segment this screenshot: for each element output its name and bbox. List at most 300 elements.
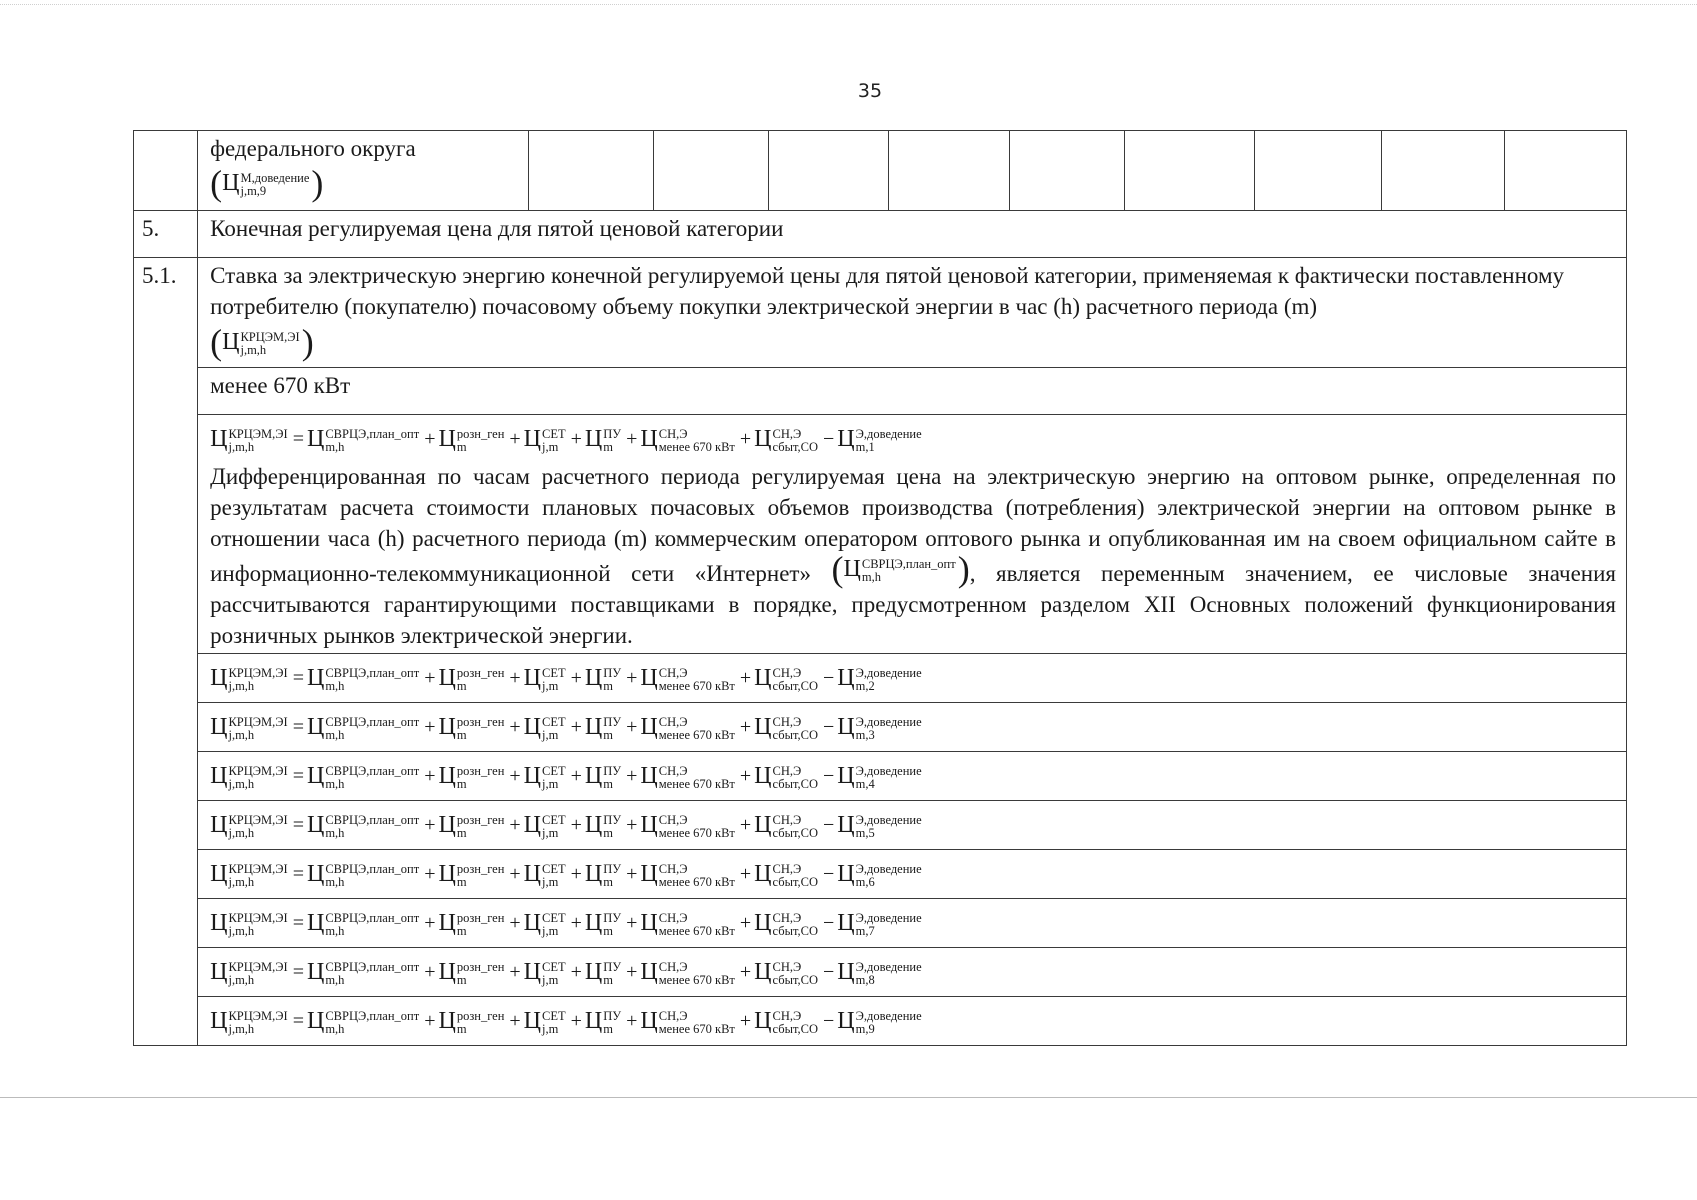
symbol-sup: СВРЦЭ,план_опт xyxy=(325,665,420,680)
symbol-sub: j,m,h xyxy=(228,923,255,938)
table-row-formula xyxy=(134,752,1627,801)
symbol-sub: j,m,h xyxy=(228,678,255,693)
symbol-sup: розн_ген xyxy=(456,959,505,974)
table-row-formula xyxy=(134,703,1627,752)
symbol-base: Ц xyxy=(754,714,772,740)
table-row-formula xyxy=(134,899,1627,948)
symbol-sup: СН,Э xyxy=(658,910,688,925)
formula-term xyxy=(640,852,734,896)
symbol-sup: М,доведение xyxy=(240,170,310,185)
equals-sign: = xyxy=(292,765,304,787)
symbol-base: Ц xyxy=(640,910,658,936)
symbol-sub: менее 670 кВт xyxy=(658,1021,735,1036)
symbol-base: Ц xyxy=(438,426,456,452)
symbol-sup: СЕТ xyxy=(542,763,566,778)
formula-term xyxy=(640,901,734,945)
symbol-sup: СН,Э xyxy=(772,910,802,925)
symbol-sup: КРЦЭМ,ЭI xyxy=(240,329,300,344)
formula-lhs xyxy=(210,901,288,945)
formula-lhs xyxy=(210,417,288,461)
symbol-base: Ц xyxy=(584,763,603,789)
equals-sign: = xyxy=(292,961,304,983)
minus-sign: − xyxy=(823,863,835,885)
symbol-sub: m,h xyxy=(325,972,345,987)
empty-cell xyxy=(769,131,889,211)
plus-sign: + xyxy=(424,1010,436,1032)
symbol-sub: менее 670 кВт xyxy=(658,923,735,938)
symbol-base: Ц xyxy=(640,959,658,985)
minus-sign: − xyxy=(823,1010,835,1032)
symbol-sup: Э,доведение xyxy=(855,763,922,778)
formula-term xyxy=(307,656,419,700)
row-description xyxy=(198,258,1627,368)
symbol-base: Ц xyxy=(523,959,542,985)
empty-cell xyxy=(1382,131,1504,211)
minus-sign: − xyxy=(823,814,835,836)
symbol-base: Ц xyxy=(438,1008,456,1034)
symbol-base: Ц xyxy=(754,959,772,985)
scan-edge xyxy=(0,4,1697,6)
paren-open: ( xyxy=(210,163,223,203)
symbol-sup: розн_ген xyxy=(456,861,505,876)
formula-term xyxy=(640,417,734,461)
symbol-sup: КРЦЭМ,ЭI xyxy=(228,763,288,778)
symbol-base: Ц xyxy=(640,426,658,452)
symbol-sub: m,9 xyxy=(855,1021,875,1036)
formula-term xyxy=(524,705,566,749)
plus-sign: + xyxy=(739,1010,752,1032)
formula-term xyxy=(585,705,621,749)
symbol-base: Ц xyxy=(837,426,855,452)
formula-term xyxy=(524,999,566,1043)
symbol-sub: m,h xyxy=(325,727,345,742)
symbol-sub: менее 670 кВт xyxy=(658,727,735,742)
plus-sign: + xyxy=(626,1010,638,1032)
symbol-sup: Э,доведение xyxy=(855,861,922,876)
minus-sign: − xyxy=(823,716,835,738)
formula-3 xyxy=(210,705,1616,749)
symbol-sup: СВРЦЭ,план_опт xyxy=(325,1008,420,1023)
symbol-base: Ц xyxy=(584,959,603,985)
symbol-base: Ц xyxy=(640,763,658,789)
formula-term xyxy=(438,803,504,847)
symbol-base: Ц xyxy=(306,714,325,740)
symbol-sup: КРЦЭМ,ЭI xyxy=(228,426,288,441)
formula-lhs xyxy=(210,950,288,994)
formula-term xyxy=(585,803,621,847)
empty-cell xyxy=(1009,131,1124,211)
plus-sign: + xyxy=(570,814,582,836)
formula-term xyxy=(307,852,419,896)
formula-term xyxy=(307,950,419,994)
symbol-sub: m,h xyxy=(325,1021,345,1036)
symbol-sub: m xyxy=(456,825,467,840)
plus-sign: + xyxy=(509,863,521,885)
formula-7 xyxy=(210,901,1616,945)
symbol-base: Ц xyxy=(210,1008,228,1034)
plus-sign: + xyxy=(570,863,582,885)
symbol-sup: КРЦЭМ,ЭI xyxy=(228,1008,288,1023)
symbol-sup: КРЦЭМ,ЭI xyxy=(228,959,288,974)
plus-sign: + xyxy=(570,912,582,934)
symbol-base: Ц xyxy=(754,426,772,452)
symbol-base: Ц xyxy=(584,861,603,887)
formula-term xyxy=(837,950,921,994)
symbol-sub: m,8 xyxy=(855,972,875,987)
symbol-base: Ц xyxy=(584,1008,603,1034)
symbol-sup: СН,Э xyxy=(658,812,688,827)
minus-sign: − xyxy=(823,667,835,689)
symbol-sub: m,h xyxy=(325,874,345,889)
plus-sign: + xyxy=(424,961,436,983)
plus-sign: + xyxy=(626,667,638,689)
plus-sign: + xyxy=(570,667,582,689)
plus-sign: + xyxy=(739,667,752,689)
formula-term xyxy=(307,999,419,1043)
formula-term xyxy=(524,754,566,798)
plus-sign: + xyxy=(626,814,638,836)
symbol-sup: ПУ xyxy=(603,910,622,925)
symbol-sup: розн_ген xyxy=(456,1008,505,1023)
paragraph-part-2: , является переменным значением, ее числовые значения рассчитываются гарантирующими поставщиками в порядке, предусмотренном разделом XII Основных положений функционирования розничных рынков электрической энергии. xyxy=(210,561,1617,648)
symbol-sub: m xyxy=(603,439,613,454)
formula-term xyxy=(754,803,818,847)
formula-term xyxy=(585,417,621,461)
formula-term xyxy=(837,754,921,798)
formula-term xyxy=(307,417,419,461)
paragraph-part-1: Дифференцированная по часам расчетного периода регулируемая цена на электрическую энергию на оптовом рынке, определенная по результатам расчета стоимости плановых почасовых объемов производства (потребления) электрической энергии на оптовом рынке в отношении часа (h) расчетного периода (m) коммерческим оператором оптового рынка и опубликованная им на своем официальном сайте в информационно-телекоммуникационной сети «Интернет» xyxy=(210,464,1616,586)
symbol-sup: ПУ xyxy=(603,426,622,441)
equals-sign: = xyxy=(292,912,304,934)
symbol-sub: j,m,h xyxy=(240,342,267,357)
plus-sign: + xyxy=(626,716,638,738)
symbol-base: Ц xyxy=(837,665,855,691)
symbol-base: Ц xyxy=(306,910,325,936)
symbol-sub: m xyxy=(603,825,613,840)
symbol-base: Ц xyxy=(843,556,861,582)
plus-sign: + xyxy=(739,428,752,450)
empty-cell xyxy=(528,131,653,211)
formula-term xyxy=(438,754,504,798)
equals-sign: = xyxy=(292,1010,304,1032)
formula-paragraph-cell xyxy=(198,415,1627,654)
paren-open: ( xyxy=(210,322,223,362)
symbol-sup: КРЦЭМ,ЭI xyxy=(228,714,288,729)
symbol-sup: СЕТ xyxy=(542,910,566,925)
symbol-sup: СН,Э xyxy=(658,763,688,778)
symbol-base: Ц xyxy=(438,763,456,789)
symbol-sup: СН,Э xyxy=(772,763,802,778)
symbol-sub: m xyxy=(456,923,467,938)
row-description-text: Ставка за электрическую энергию конечной регулируемой цены для пятой ценовой категории, применяемая к фактически поставленному потребителю (покупателю) почасовому объему покупки электрической энергии в час (h) расчетного периода (m) xyxy=(210,263,1565,319)
formula-term xyxy=(837,656,921,700)
symbol-base: Ц xyxy=(210,763,228,789)
symbol-krcem xyxy=(222,326,300,358)
symbol-base: Ц xyxy=(210,714,228,740)
symbol-sup: СЕТ xyxy=(542,1008,566,1023)
symbol-sup: СН,Э xyxy=(772,714,802,729)
symbol-base: Ц xyxy=(438,665,456,691)
symbol-sub: j,m,h xyxy=(228,439,255,454)
symbol-sup: СВРЦЭ,план_опт xyxy=(325,861,420,876)
paren-open: ( xyxy=(831,549,844,589)
formula-term xyxy=(837,901,921,945)
row-label-cell xyxy=(198,131,529,211)
symbol-group xyxy=(210,322,1616,362)
formula-term xyxy=(640,803,734,847)
formula-term xyxy=(438,852,504,896)
row-number: 5.1. xyxy=(134,258,198,1046)
symbol-base: Ц xyxy=(523,665,542,691)
symbol-base: Ц xyxy=(584,812,603,838)
formula-lhs xyxy=(210,852,288,896)
symbol-sub: m,2 xyxy=(855,678,875,693)
symbol-sub: j,m,h xyxy=(228,972,255,987)
symbol-sub: сбыт,СО xyxy=(772,1021,818,1036)
formula-term xyxy=(837,803,921,847)
table-row-formula xyxy=(134,801,1627,850)
plus-sign: + xyxy=(570,961,582,983)
formula-term xyxy=(307,803,419,847)
symbol-base: Ц xyxy=(523,426,542,452)
symbol-sub: m xyxy=(456,776,467,791)
formula-term xyxy=(585,754,621,798)
equals-sign: = xyxy=(292,428,304,450)
formula-1 xyxy=(210,417,1616,461)
symbol-sup: ПУ xyxy=(603,714,622,729)
symbol-sup: КРЦЭМ,ЭI xyxy=(228,861,288,876)
symbol-sup: СН,Э xyxy=(658,861,688,876)
plus-sign: + xyxy=(570,765,582,787)
symbol-base: Ц xyxy=(523,1008,542,1034)
formula-6 xyxy=(210,852,1616,896)
symbol-base: Ц xyxy=(438,910,456,936)
symbol-base: Ц xyxy=(640,714,658,740)
symbol-sup: Э,доведение xyxy=(855,714,922,729)
plus-sign: + xyxy=(739,912,752,934)
symbol-base: Ц xyxy=(837,714,855,740)
formula-term xyxy=(640,754,734,798)
symbol-sup: розн_ген xyxy=(456,812,505,827)
symbol-sup: ПУ xyxy=(603,959,622,974)
plus-sign: + xyxy=(509,716,521,738)
symbol-sub: j,m,h xyxy=(228,825,255,840)
symbol-base: Ц xyxy=(640,861,658,887)
symbol-base: Ц xyxy=(584,426,603,452)
formula-term xyxy=(524,656,566,700)
symbol-sup: СЕТ xyxy=(542,714,566,729)
symbol-base: Ц xyxy=(306,426,325,452)
formula-term xyxy=(640,705,734,749)
plus-sign: + xyxy=(424,765,436,787)
formula-lhs xyxy=(210,656,288,700)
symbol-sup: Э,доведение xyxy=(855,910,922,925)
symbol-base: Ц xyxy=(523,812,542,838)
symbol-base: Ц xyxy=(837,861,855,887)
symbol-sup: ПУ xyxy=(603,665,622,680)
symbol-base: Ц xyxy=(754,665,772,691)
symbol-sub: j,m xyxy=(542,776,559,791)
symbol-sup: розн_ген xyxy=(456,426,505,441)
paren-close: ) xyxy=(301,322,314,362)
symbol-sup: КРЦЭМ,ЭI xyxy=(228,665,288,680)
symbol-sub: m xyxy=(603,972,613,987)
symbol-sup: ПУ xyxy=(603,763,622,778)
empty-cell xyxy=(654,131,769,211)
symbol-sub: m xyxy=(603,874,613,889)
formula-term xyxy=(754,999,818,1043)
symbol-base: Ц xyxy=(523,861,542,887)
formula-term xyxy=(438,950,504,994)
plus-sign: + xyxy=(424,912,436,934)
symbol-sup: ПУ xyxy=(603,812,622,827)
symbol-sub: менее 670 кВт xyxy=(658,825,735,840)
formula-term xyxy=(438,901,504,945)
symbol-sub: менее 670 кВт xyxy=(658,439,735,454)
symbol-base: Ц xyxy=(523,910,542,936)
formula-term xyxy=(754,901,818,945)
symbol-base: Ц xyxy=(523,763,542,789)
formula-5 xyxy=(210,803,1616,847)
symbol-sub: сбыт,СО xyxy=(772,776,818,791)
symbol-base: Ц xyxy=(640,1008,658,1034)
symbol-sup: СН,Э xyxy=(772,426,802,441)
symbol-sub: менее 670 кВт xyxy=(658,776,735,791)
symbol-sup: СВРЦЭ,план_опт xyxy=(325,812,420,827)
symbol-sub: m xyxy=(456,972,467,987)
formula-lhs xyxy=(210,803,288,847)
formula-term xyxy=(640,950,734,994)
table-row-formula xyxy=(134,997,1627,1046)
symbol-sup: Э,доведение xyxy=(855,665,922,680)
symbol-sub: j,m xyxy=(542,727,559,742)
formula-term xyxy=(754,950,818,994)
symbol-sup: СВРЦЭ,план_опт xyxy=(325,763,420,778)
row-number: 5. xyxy=(134,211,198,258)
plus-sign: + xyxy=(570,716,582,738)
symbol-sub: m,h xyxy=(325,923,345,938)
symbol-sub: m xyxy=(603,923,613,938)
symbol-sub: m xyxy=(456,1021,467,1036)
symbol-base: Ц xyxy=(640,812,658,838)
symbol-base: Ц xyxy=(210,812,228,838)
symbol-sub: m xyxy=(456,874,467,889)
plus-sign: + xyxy=(424,716,436,738)
table-row-5-1 xyxy=(134,258,1627,368)
empty-cell xyxy=(1255,131,1382,211)
empty-cell xyxy=(889,131,1009,211)
symbol-base: Ц xyxy=(584,910,603,936)
symbol-sup: СН,Э xyxy=(658,426,688,441)
symbol-sup: СН,Э xyxy=(772,812,802,827)
formula-2 xyxy=(210,656,1616,700)
formula-term xyxy=(524,417,566,461)
symbol-sup: КРЦЭМ,ЭI xyxy=(228,910,288,925)
symbol-sub: m xyxy=(603,1021,613,1036)
symbol-base: Ц xyxy=(438,714,456,740)
symbol-base: Ц xyxy=(306,665,325,691)
plus-sign: + xyxy=(424,667,436,689)
plus-sign: + xyxy=(509,765,521,787)
symbol-sup: СЕТ xyxy=(542,959,566,974)
symbol-base: Ц xyxy=(306,812,325,838)
symbol-sub: менее 670 кВт xyxy=(658,972,735,987)
symbol-base: Ц xyxy=(584,714,603,740)
symbol-sub: m,4 xyxy=(855,776,875,791)
symbol-sup: СН,Э xyxy=(658,1008,688,1023)
formula-term xyxy=(754,852,818,896)
formula-8 xyxy=(210,950,1616,994)
symbol-sup: СН,Э xyxy=(772,665,802,680)
symbol-sub: j,m xyxy=(542,825,559,840)
symbol-sub: j,m xyxy=(542,678,559,693)
formula-term xyxy=(837,417,921,461)
plus-sign: + xyxy=(739,716,752,738)
paragraph xyxy=(210,461,1616,651)
symbol-sup: Э,доведение xyxy=(855,1008,922,1023)
symbol-sup: Э,доведение xyxy=(855,959,922,974)
formula-term xyxy=(754,656,818,700)
symbol-sup: СВРЦЭ,план_опт xyxy=(861,556,956,571)
plus-sign: + xyxy=(570,428,582,450)
formula-term xyxy=(837,852,921,896)
row-number-cell xyxy=(134,131,198,211)
equals-sign: = xyxy=(292,863,304,885)
symbol-sup: СН,Э xyxy=(658,665,688,680)
symbol-sup: СЕТ xyxy=(542,665,566,680)
symbol-sub: сбыт,СО xyxy=(772,972,818,987)
symbol-sub: m,5 xyxy=(855,825,875,840)
plus-sign: + xyxy=(509,667,521,689)
formula-4 xyxy=(210,754,1616,798)
table-row-fed xyxy=(134,131,1627,211)
table-row-formula xyxy=(134,948,1627,997)
plus-sign: + xyxy=(424,428,436,450)
symbol-sub: m,h xyxy=(861,569,881,584)
symbol-base: Ц xyxy=(754,861,772,887)
symbol-sup: СН,Э xyxy=(772,1008,802,1023)
symbol-sup: розн_ген xyxy=(456,910,505,925)
formula-term xyxy=(585,950,621,994)
table-row-formula xyxy=(134,850,1627,899)
symbol-sub: m xyxy=(456,678,467,693)
symbol-base: Ц xyxy=(222,329,240,355)
symbol-base: Ц xyxy=(837,763,855,789)
formula-9 xyxy=(210,999,1616,1043)
symbol-sup: СВРЦЭ,план_опт xyxy=(325,714,420,729)
plus-sign: + xyxy=(626,428,638,450)
symbol-sub: j,m xyxy=(542,874,559,889)
plus-sign: + xyxy=(626,863,638,885)
symbol-group xyxy=(831,549,970,589)
symbol-sub: j,m xyxy=(542,1021,559,1036)
formula-term xyxy=(307,705,419,749)
symbol-base: Ц xyxy=(438,812,456,838)
plus-sign: + xyxy=(424,814,436,836)
plus-sign: + xyxy=(570,1010,582,1032)
empty-cell xyxy=(1124,131,1254,211)
symbol-base: Ц xyxy=(837,812,855,838)
symbol-base: Ц xyxy=(210,910,228,936)
symbol-base: Ц xyxy=(754,910,772,936)
formula-term xyxy=(524,901,566,945)
symbol-base: Ц xyxy=(640,665,658,691)
formula-term xyxy=(837,999,921,1043)
symbol-sup: СЕТ xyxy=(542,426,566,441)
formula-term xyxy=(754,754,818,798)
plus-sign: + xyxy=(626,765,638,787)
symbol-sup: СВРЦЭ,план_опт xyxy=(325,426,420,441)
